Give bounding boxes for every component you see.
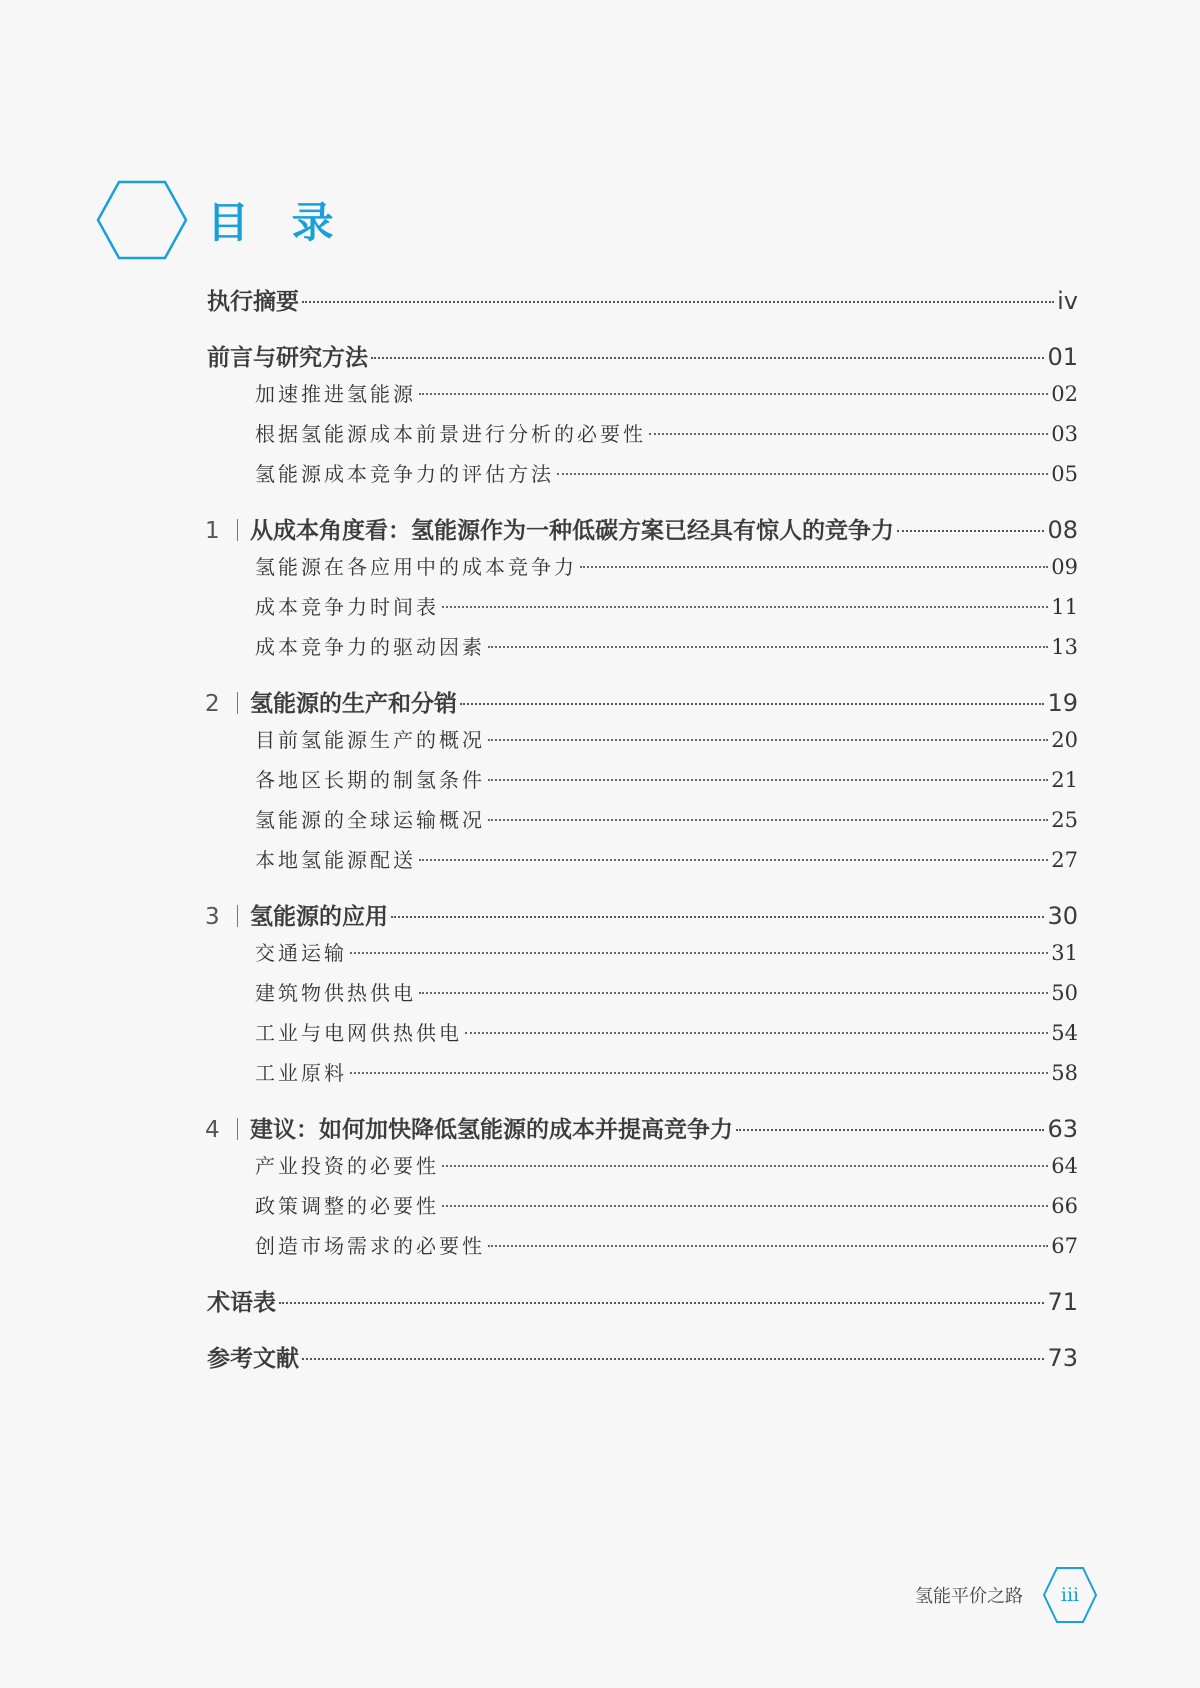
dot-leader bbox=[897, 530, 1044, 532]
dot-leader bbox=[488, 779, 1048, 781]
toc-subentry-page: 21 bbox=[1051, 768, 1078, 792]
dot-leader bbox=[557, 473, 1048, 475]
toc-entry-title: 前言与研究方法 bbox=[207, 345, 368, 371]
toc-subentry-page: 03 bbox=[1051, 422, 1078, 446]
toc-subentry-title: 氢能源成本竞争力的评估方法 bbox=[255, 462, 554, 486]
toc-subentry-title: 成本竞争力的驱动因素 bbox=[255, 635, 485, 659]
chapter-divider bbox=[237, 905, 238, 927]
dot-leader bbox=[350, 1072, 1048, 1074]
toc-subentry-page: 05 bbox=[1051, 462, 1078, 486]
toc-entry-title: 从成本角度看：氢能源作为一种低碳方案已经具有惊人的竞争力 bbox=[250, 518, 894, 544]
toc-subentry-page: 09 bbox=[1051, 555, 1078, 579]
toc-entry-page: 08 bbox=[1047, 516, 1078, 544]
toc-entry-page: iv bbox=[1057, 287, 1078, 315]
page-title: 目 录 bbox=[207, 198, 348, 247]
toc-subentry-title: 氢能源在各应用中的成本竞争力 bbox=[255, 555, 577, 579]
dot-leader bbox=[419, 992, 1048, 994]
toc-entry-executive-summary[interactable] bbox=[207, 284, 1078, 318]
toc-subentry[interactable] bbox=[207, 720, 1078, 760]
dot-leader bbox=[488, 739, 1048, 741]
toc-subentry-page: 64 bbox=[1051, 1154, 1078, 1178]
toc-subentry-page: 67 bbox=[1051, 1234, 1078, 1258]
dot-leader bbox=[279, 1302, 1044, 1304]
dot-leader bbox=[465, 1032, 1048, 1034]
dot-leader bbox=[419, 859, 1048, 861]
toc-subentry[interactable] bbox=[207, 760, 1078, 800]
toc-subentry-title: 建筑物供热供电 bbox=[255, 981, 416, 1005]
toc-subentry[interactable] bbox=[207, 1146, 1078, 1186]
toc-subentry[interactable] bbox=[207, 973, 1078, 1013]
toc-subentry-title: 氢能源的全球运输概况 bbox=[255, 808, 485, 832]
toc-chapter-4[interactable] bbox=[207, 1112, 1078, 1146]
toc-subentry-page: 58 bbox=[1051, 1061, 1078, 1085]
toc-subentry-title: 产业投资的必要性 bbox=[255, 1154, 439, 1178]
toc-subentry[interactable] bbox=[207, 840, 1078, 880]
toc-entry-page: 63 bbox=[1047, 1115, 1078, 1143]
toc-entry-title: 建议：如何加快降低氢能源的成本并提高竞争力 bbox=[250, 1117, 733, 1143]
toc-entry-glossary[interactable] bbox=[207, 1285, 1078, 1319]
dot-leader bbox=[419, 393, 1048, 395]
dot-leader bbox=[302, 301, 1054, 303]
toc-entry-title: 参考文献 bbox=[207, 1346, 299, 1372]
toc-subentry[interactable] bbox=[207, 547, 1078, 587]
dot-leader bbox=[391, 916, 1044, 918]
hexagon-title-icon bbox=[96, 180, 188, 260]
toc-entry-page: 73 bbox=[1047, 1344, 1078, 1372]
toc-subentry-title: 政策调整的必要性 bbox=[255, 1194, 439, 1218]
toc-subentry[interactable] bbox=[207, 1053, 1078, 1093]
toc-subentry-title: 各地区长期的制氢条件 bbox=[255, 768, 485, 792]
toc-entry-references[interactable] bbox=[207, 1341, 1078, 1375]
toc-chapter-heading bbox=[207, 900, 388, 934]
page-number: iii bbox=[1060, 1584, 1080, 1606]
dot-leader bbox=[442, 1165, 1048, 1167]
toc-subentry-title: 工业原料 bbox=[255, 1061, 347, 1085]
toc-subentry-page: 02 bbox=[1051, 382, 1078, 406]
dot-leader bbox=[460, 703, 1044, 705]
dot-leader bbox=[488, 646, 1048, 648]
toc-subentry-page: 31 bbox=[1051, 941, 1078, 965]
toc-subentry-page: 27 bbox=[1051, 848, 1078, 872]
dot-leader bbox=[488, 819, 1048, 821]
toc-entry-page: 71 bbox=[1047, 1288, 1078, 1316]
toc-entry-preface[interactable] bbox=[207, 340, 1078, 374]
dot-leader bbox=[488, 1245, 1048, 1247]
toc-subentry-title: 本地氢能源配送 bbox=[255, 848, 416, 872]
chapter-number: 1 bbox=[205, 518, 220, 544]
toc-entry-page: 30 bbox=[1047, 902, 1078, 930]
toc-entry-page: 01 bbox=[1047, 343, 1078, 371]
toc-entry-title: 氢能源的应用 bbox=[250, 904, 388, 930]
toc-subentry-title: 工业与电网供热供电 bbox=[255, 1021, 462, 1045]
toc-chapter-heading bbox=[207, 687, 457, 721]
toc-subentry-title: 加速推进氢能源 bbox=[255, 382, 416, 406]
chapter-number: 2 bbox=[205, 691, 220, 717]
toc-subentry-page: 13 bbox=[1051, 635, 1078, 659]
toc-subentry-title: 交通运输 bbox=[255, 941, 347, 965]
chapter-divider bbox=[237, 692, 238, 714]
toc-subentry[interactable] bbox=[207, 627, 1078, 667]
toc-chapter-3[interactable] bbox=[207, 899, 1078, 933]
dot-leader bbox=[580, 566, 1048, 568]
toc-subentry-page: 20 bbox=[1051, 728, 1078, 752]
toc-chapter-2[interactable] bbox=[207, 686, 1078, 720]
toc-subentry[interactable] bbox=[207, 800, 1078, 840]
toc-chapter-heading bbox=[207, 514, 894, 548]
chapter-divider bbox=[237, 1118, 238, 1140]
footer-book-title: 氢能平价之路 bbox=[915, 1586, 1023, 1607]
toc-chapter-1[interactable] bbox=[207, 513, 1078, 547]
toc-subentry[interactable] bbox=[207, 454, 1078, 494]
table-of-contents bbox=[207, 284, 1078, 1375]
toc-subentry-title: 成本竞争力时间表 bbox=[255, 595, 439, 619]
chapter-divider bbox=[237, 519, 238, 541]
toc-subentry[interactable] bbox=[207, 1013, 1078, 1053]
toc-chapter-heading bbox=[207, 1113, 733, 1147]
dot-leader bbox=[736, 1129, 1044, 1131]
toc-entry-title: 术语表 bbox=[207, 1290, 276, 1316]
toc-entry-title: 执行摘要 bbox=[207, 289, 299, 315]
toc-entry-title: 氢能源的生产和分销 bbox=[250, 691, 457, 717]
toc-subentry[interactable] bbox=[207, 414, 1078, 454]
toc-subentry-page: 11 bbox=[1051, 595, 1078, 619]
chapter-number: 4 bbox=[205, 1117, 220, 1143]
dot-leader bbox=[371, 357, 1044, 359]
toc-subentry-title: 创造市场需求的必要性 bbox=[255, 1234, 485, 1258]
toc-subentry-page: 25 bbox=[1051, 808, 1078, 832]
toc-entry-page: 19 bbox=[1047, 689, 1078, 717]
toc-subentry-page: 66 bbox=[1051, 1194, 1078, 1218]
toc-subentry[interactable] bbox=[207, 587, 1078, 627]
toc-subentry-page: 50 bbox=[1051, 981, 1078, 1005]
chapter-number: 3 bbox=[205, 904, 220, 930]
dot-leader bbox=[442, 1205, 1048, 1207]
toc-subentry-title: 根据氢能源成本前景进行分析的必要性 bbox=[255, 422, 646, 446]
toc-subentry[interactable] bbox=[207, 933, 1078, 973]
toc-subentry-page: 54 bbox=[1051, 1021, 1078, 1045]
dot-leader bbox=[649, 433, 1048, 435]
dot-leader bbox=[350, 952, 1048, 954]
toc-subentry[interactable] bbox=[207, 1226, 1078, 1266]
toc-subentry[interactable] bbox=[207, 374, 1078, 414]
dot-leader bbox=[442, 606, 1048, 608]
toc-subentry[interactable] bbox=[207, 1186, 1078, 1226]
toc-subentry-title: 目前氢能源生产的概况 bbox=[255, 728, 485, 752]
dot-leader bbox=[302, 1358, 1044, 1360]
